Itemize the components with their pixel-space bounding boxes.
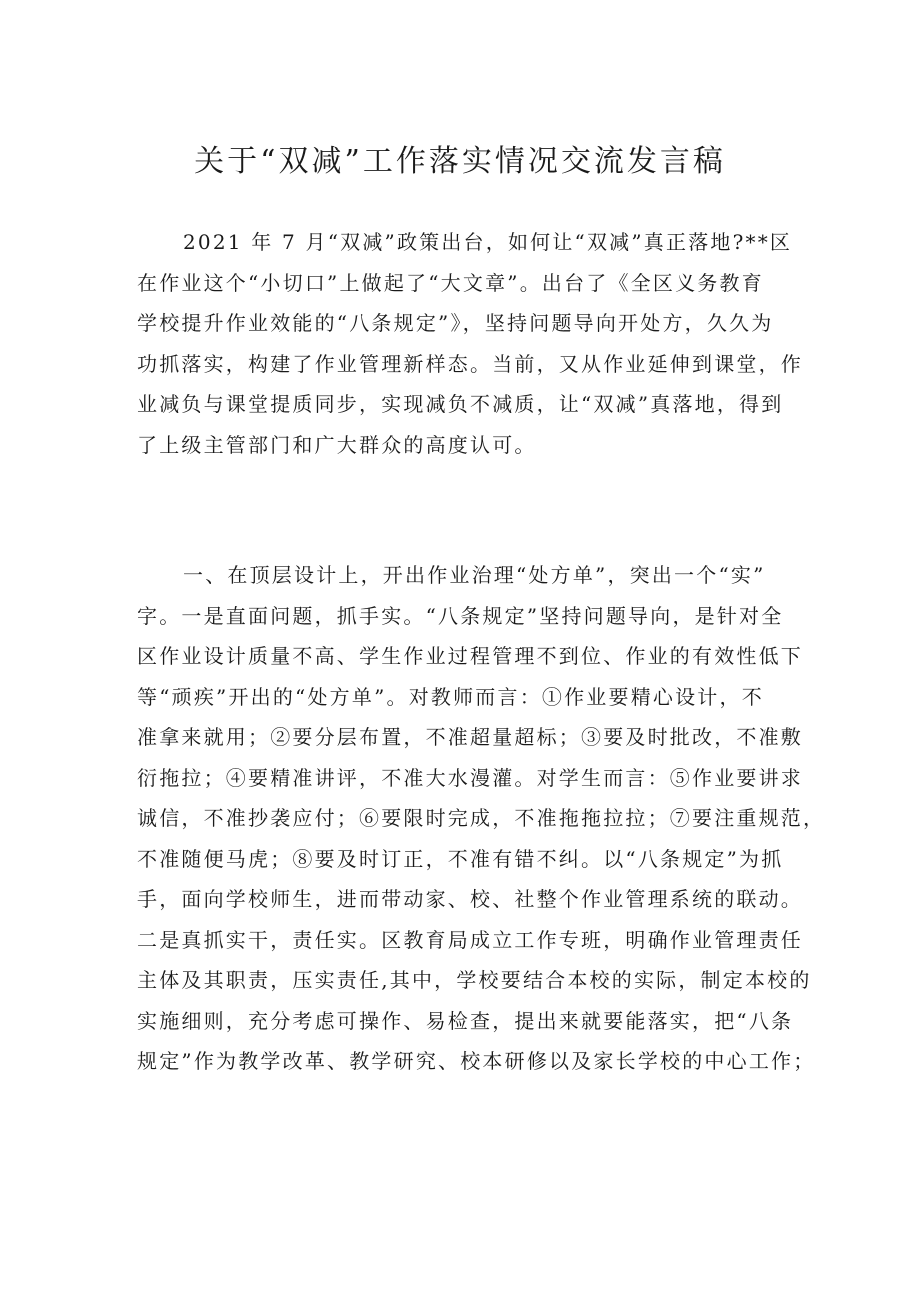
paragraph-line: 衍拖拉；④要精准讲评，不准大水漫灌。对学生而言：⑤作业要讲求	[137, 765, 803, 790]
paragraph-line: 功抓落实，构建了作业管理新样态。当前，又从作业延伸到课堂，作	[137, 351, 803, 376]
paragraph-line: 等“顽疾”开出的“处方单”。对教师而言：①作业要精心设计，不	[137, 684, 764, 709]
paragraph-line: 了上级主管部门和广大群众的高度认可。	[137, 432, 537, 457]
paragraph-line: 在作业这个“小切口”上做起了“大文章”。出台了《全区义务教育	[137, 270, 764, 295]
paragraph-line: 一、在顶层设计上，开出作业治理“处方单”，突出一个“实”	[183, 563, 766, 587]
paragraph-line: 规定”作为教学改革、教学研究、校本研修以及家长学校的中心工作；	[137, 1049, 816, 1073]
paragraph-line: 准拿来就用；②要分层布置，不准超量超标；③要及时批改，不准敷	[137, 725, 803, 749]
paragraph-line: 不准随便马虎；⑧要及时订正，不准有错不纠。以“八条规定”为抓	[137, 846, 784, 871]
paragraph-section-one	[137, 555, 826, 1082]
paragraph-line: 学校提升作业效能的“八条规定”》，坚持问题导向开处方，久久为	[137, 311, 774, 335]
paragraph-line: 实施细则，充分考虑可操作、易检查，提出来就要能落实，把“八条	[137, 1008, 794, 1033]
paragraph-line: 2021 年 7 月“双减”政策出台，如何让“双减”真正落地?**区	[183, 230, 793, 254]
paragraph-line: 主体及其职责，压实责任,其中，学校要结合本校的实际，制定本校的	[137, 968, 812, 992]
document-title: 关于“双减”工作落实情况交流发言稿	[194, 144, 726, 179]
paragraph-line: 诚信，不准抄袭应付；⑥要限时完成，不准拖拖拉拉；⑦要注重规范，	[137, 806, 826, 830]
paragraph-line: 字。一是直面问题，抓手实。“八条规定”坚持问题导向，是针对全	[137, 603, 784, 628]
paragraph-line: 手，面向学校师生，进而带动家、校、社整个作业管理系统的联动。	[137, 887, 803, 911]
paragraph-intro	[137, 222, 803, 465]
paragraph-line: 区作业设计质量不高、学生作业过程管理不到位、作业的有效性低下	[137, 644, 803, 668]
paragraph-line: 二是真抓实干，责任实。区教育局成立工作专班，明确作业管理责任	[137, 927, 803, 952]
paragraph-line: 业减负与课堂提质同步，实现减负不减质，让“双减”真落地，得到	[137, 392, 784, 416]
